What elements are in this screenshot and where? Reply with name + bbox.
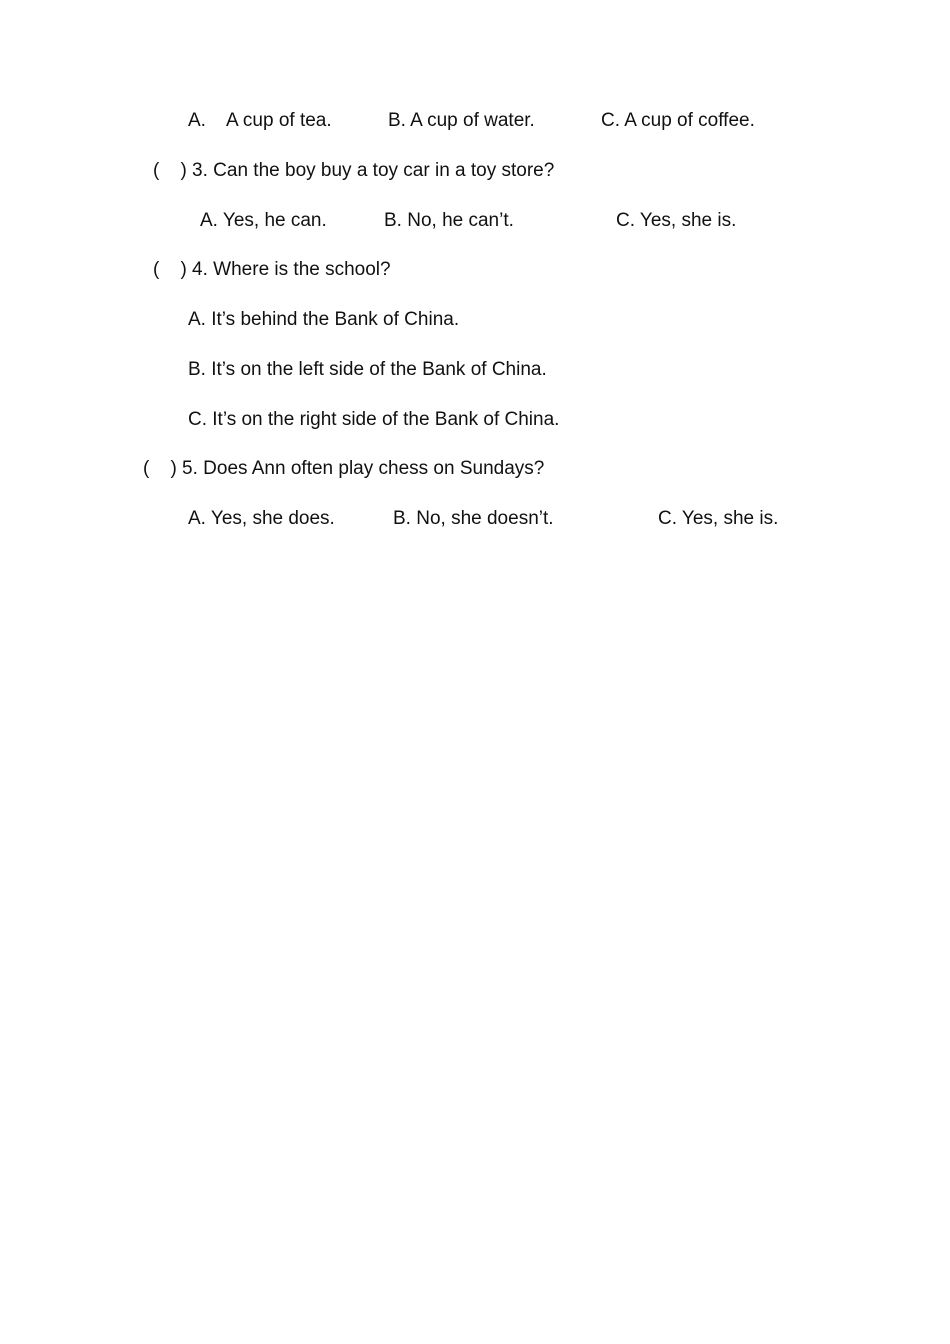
q2-option-a: A. A cup of tea. (188, 110, 332, 131)
q3-option-b: B. No, he can’t. (384, 210, 514, 231)
q5-option-c: C. Yes, she is. (658, 508, 779, 529)
q4-option-b: B. It’s on the left side of the Bank of China. (188, 359, 547, 380)
q5-stem: ( ) 5. Does Ann often play chess on Sundays? (143, 458, 545, 479)
q3-option-c: C. Yes, she is. (616, 210, 737, 231)
q4-stem: ( ) 4. Where is the school? (153, 259, 391, 280)
q2-option-b: B. A cup of water. (388, 110, 535, 131)
q4-option-a: A. It’s behind the Bank of China. (188, 309, 460, 330)
q2-option-c: C. A cup of coffee. (601, 110, 755, 131)
q3-stem: ( ) 3. Can the boy buy a toy car in a toy store? (153, 160, 555, 181)
q4-option-c: C. It’s on the right side of the Bank of China. (188, 409, 560, 430)
q5-option-a: A. Yes, she does. (188, 508, 335, 529)
q5-option-b: B. No, she doesn’t. (393, 508, 554, 529)
q3-option-a: A. Yes, he can. (200, 210, 327, 231)
